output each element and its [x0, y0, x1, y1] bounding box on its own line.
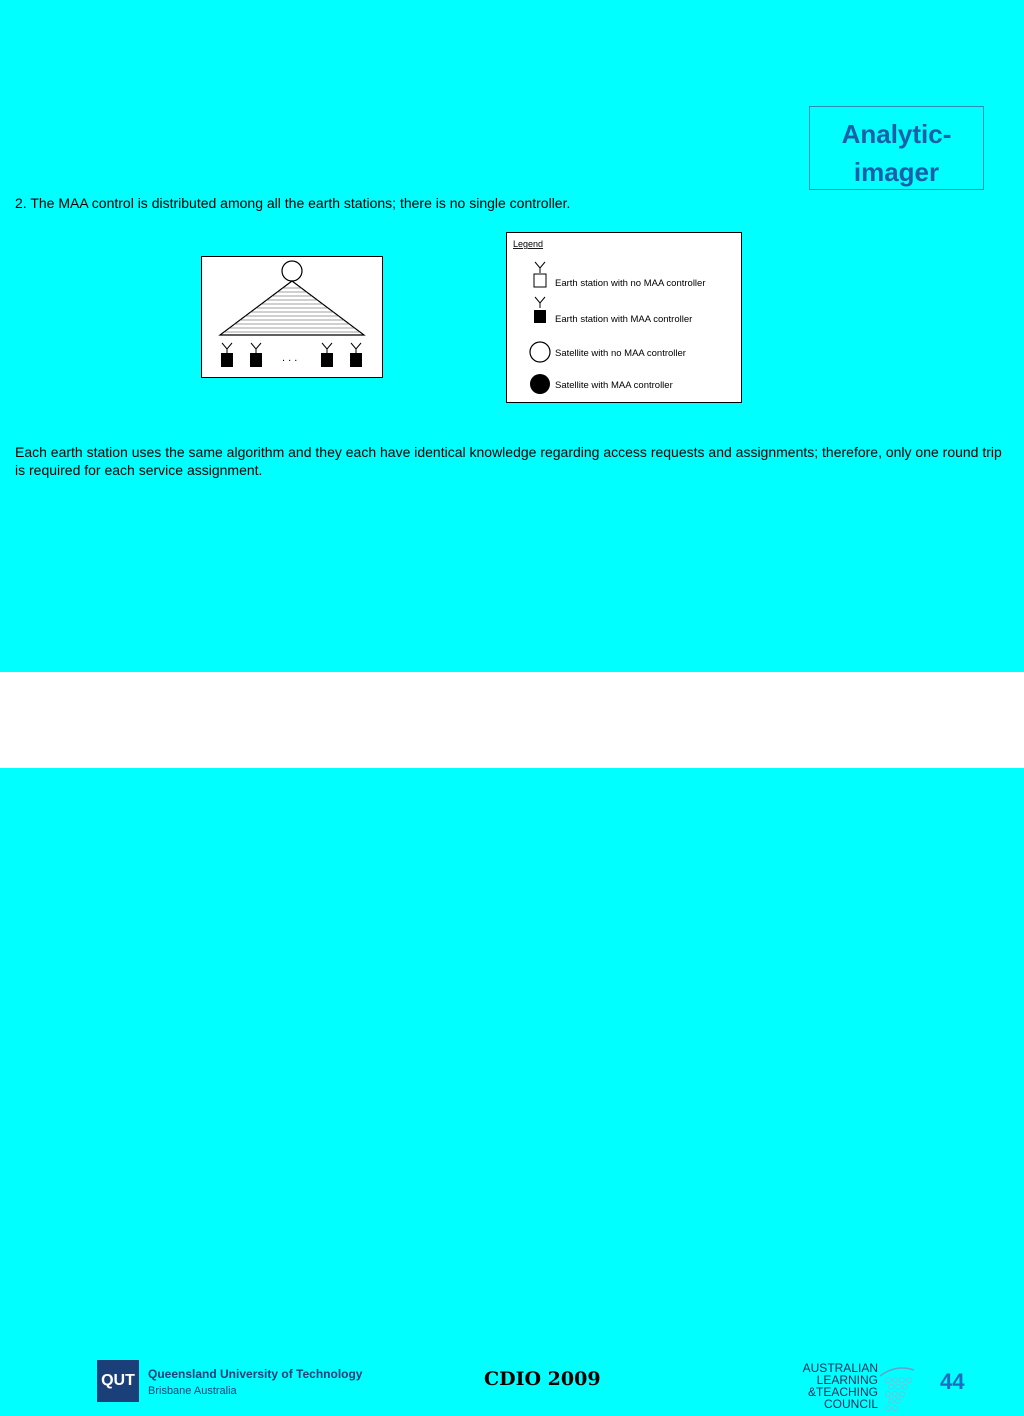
- network-diagram: [201, 256, 383, 378]
- satellite-filled-icon: [530, 374, 550, 394]
- network-diagram-svg: [202, 257, 382, 377]
- satellite-icon: [282, 261, 302, 281]
- altc-line: AUSTRALIAN: [802, 1361, 878, 1375]
- legend-label: Earth station with no MAA controller: [555, 278, 706, 289]
- legend-label: Satellite with MAA controller: [555, 380, 673, 391]
- earth-station-filled-icon: [534, 297, 546, 323]
- page-number: 44: [940, 1369, 965, 1394]
- earth-station-icon: [221, 343, 233, 367]
- conference-label: CDIO 2009: [484, 1368, 601, 1390]
- legend-label: Satellite with no MAA controller: [555, 348, 686, 359]
- footer: [0, 672, 1024, 1411]
- qut-name: Queensland University of Technology: [148, 1367, 363, 1381]
- earth-station-icon: [350, 343, 362, 367]
- altc-line: LEARNING: [816, 1373, 878, 1387]
- tag-line-2: imager: [853, 157, 940, 187]
- earth-station-empty-icon: [534, 262, 546, 287]
- stations-ellipsis: . . .: [282, 352, 298, 364]
- explanation-text: Each earth station uses the same algorithm and they each have identical knowledge regarding access requests and assignments; therefore, only one round trip is required for each service assignment.: [15, 444, 1002, 478]
- tag-line-1: Analytic-: [841, 119, 952, 149]
- slide-content: [0, 0, 1024, 672]
- altc-logo-text: [780, 1362, 878, 1410]
- qut-location: Brisbane Australia: [148, 1385, 237, 1397]
- analytic-imager-box: [809, 106, 984, 190]
- legend-svg: [507, 233, 741, 402]
- earth-station-icon: [321, 343, 333, 367]
- altc-mark-icon: [878, 1362, 918, 1416]
- altc-line: COUNCIL: [823, 1397, 878, 1411]
- satellite-empty-icon: [530, 342, 550, 362]
- qut-logo: QUT: [97, 1360, 139, 1402]
- earth-station-icon: [250, 343, 262, 367]
- legend-label: Earth station with MAA controller: [555, 314, 693, 325]
- legend-title: Legend: [513, 239, 544, 249]
- point-2-text: 2. The MAA control is distributed among all the earth stations; there is no single controller.: [15, 195, 571, 211]
- legend-panel: [506, 232, 742, 403]
- altc-line: &TEACHING: [807, 1385, 878, 1399]
